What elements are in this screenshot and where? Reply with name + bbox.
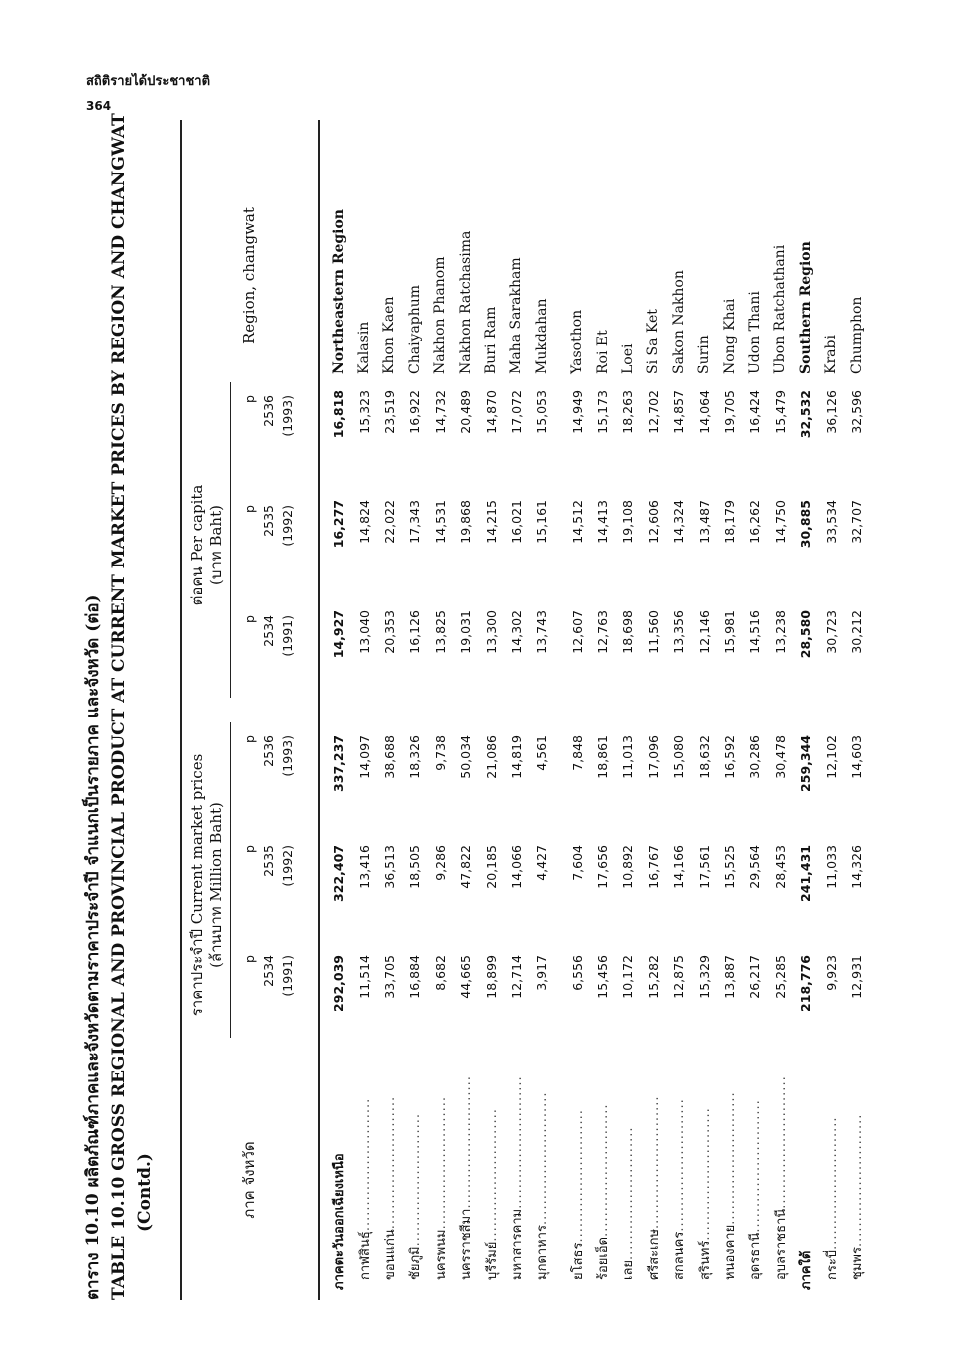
value-cell: 17,561 [696, 845, 712, 889]
row-label-thai-text: สกลนคร [672, 1231, 688, 1280]
leader-dots: .......................... [509, 1075, 525, 1209]
row-label-english: Surin [696, 335, 713, 374]
leader-dots: .......................... [621, 1126, 637, 1260]
row-label-thai-text: ขอนแก่น [382, 1229, 398, 1280]
value-cell: 47,822 [458, 845, 474, 889]
header-per-capita-line2: (บาท Baht) [207, 505, 225, 585]
value-cell: 18,632 [696, 735, 712, 779]
value-cell: 14,324 [671, 500, 687, 544]
row-label-english: Si Sa Ket [645, 309, 662, 374]
value-cell: 15,525 [722, 845, 738, 889]
leader-dots: .......................... [408, 1112, 424, 1247]
table-title-thai: ตาราง 10.10 ผลิตภัณฑ์ภาคและจังหวัดตามราคาประจำปี จำแนกเป็นรายภาค และจังหวัด (ต่อ) [83, 594, 103, 1300]
value-cell: 11,013 [620, 735, 636, 779]
value-cell: 16,818 [331, 390, 347, 439]
value-cell: 13,238 [772, 610, 788, 654]
value-cell: 337,237 [331, 735, 347, 792]
header-current-prices [188, 720, 226, 1050]
value-cell: 33,534 [823, 500, 839, 544]
header-col-4-year-ad: (1991) [280, 615, 295, 657]
value-cell: 4,561 [534, 735, 550, 771]
value-cell: 14,215 [483, 500, 499, 544]
leader-dots: .......................... [773, 1075, 789, 1209]
header-col-5 [240, 505, 297, 600]
row-label-thai [377, 1050, 402, 1300]
table-row [529, 120, 554, 1300]
header-col-4-flag: p [242, 615, 257, 623]
value-cell: 14,824 [356, 500, 372, 544]
leader-dots: .......................... [672, 1098, 688, 1232]
value-cell: 12,714 [508, 955, 524, 999]
value-cell: 3,917 [534, 955, 550, 991]
value-cell: 23,519 [381, 390, 397, 434]
leader-dots: .......................... [535, 1091, 551, 1225]
value-cell: 20,185 [483, 845, 499, 889]
value-cell: 14,857 [671, 390, 687, 434]
table-titles [80, 113, 158, 1300]
row-label-english: Yasothon [569, 309, 586, 374]
row-label-thai [326, 1050, 351, 1300]
row-label-thai-text: นครพนม [433, 1229, 449, 1280]
table-row [478, 120, 503, 1300]
leader-dots: .......................... [433, 1095, 449, 1230]
row-label-english: Chaiyaphum [406, 284, 423, 374]
value-cell: 13,040 [356, 610, 372, 654]
value-cell: 13,487 [696, 500, 712, 544]
value-cell: 13,416 [356, 845, 372, 889]
row-label-thai [453, 1050, 478, 1300]
table-row [844, 120, 869, 1300]
value-cell: 15,479 [772, 390, 788, 434]
leader-dots: .......................... [596, 1103, 612, 1237]
value-cell: 6,556 [569, 955, 585, 991]
row-label-thai [590, 1050, 615, 1300]
row-label-thai [666, 1050, 691, 1300]
value-cell: 16,021 [508, 500, 524, 544]
row-label-thai [478, 1050, 503, 1300]
value-cell: 12,146 [696, 610, 712, 654]
header-col-5-flag: p [242, 505, 257, 513]
value-cell: 16,262 [747, 500, 763, 544]
value-cell: 14,066 [508, 845, 524, 889]
table-row [351, 120, 376, 1300]
header-current-prices-line2: (ล้านบาท Million Baht) [207, 802, 225, 968]
value-cell: 17,072 [508, 390, 524, 434]
row-label-thai-text: อุดรธานี [748, 1232, 764, 1280]
value-cell: 11,514 [356, 955, 372, 999]
value-cell: 12,607 [569, 610, 585, 654]
header-col-1-flag: p [242, 955, 257, 963]
value-cell: 14,516 [747, 610, 763, 654]
value-cell: 13,743 [534, 610, 550, 654]
header-col-2-year-ad: (1992) [280, 845, 295, 887]
value-cell: 16,126 [407, 610, 423, 654]
value-cell: 18,179 [722, 500, 738, 544]
value-cell: 16,277 [331, 500, 347, 549]
value-cell: 8,682 [432, 955, 448, 991]
row-label-thai-text: กระบี่ [824, 1249, 840, 1280]
table-top-rule [180, 120, 182, 1300]
leader-dots: .......................... [357, 1097, 373, 1232]
row-label-english: Nong Khai [721, 298, 738, 374]
page-header [86, 70, 210, 113]
value-cell: 18,899 [483, 955, 499, 999]
value-cell: 36,513 [381, 845, 397, 889]
value-cell: 11,560 [645, 610, 661, 654]
value-cell: 10,892 [620, 845, 636, 889]
data-table-body [326, 120, 869, 1300]
value-cell: 15,282 [645, 955, 661, 999]
row-label-thai-text: หนองคาย [723, 1224, 739, 1280]
row-label-english: Sakon Nakhon [670, 270, 687, 374]
header-col-2-year-be: 2535 [261, 845, 276, 877]
row-label-english: Roi Et [594, 330, 611, 374]
header-col-1-year-ad: (1991) [280, 955, 295, 997]
table-row [565, 120, 590, 1300]
value-cell: 16,767 [645, 845, 661, 889]
value-cell: 16,592 [722, 735, 738, 779]
header-col-5-year-ad: (1992) [280, 505, 295, 547]
value-cell: 12,763 [595, 610, 611, 654]
table-row [641, 120, 666, 1300]
publication-title: สถิติรายได้ประชาชาติ [86, 74, 211, 89]
value-cell: 12,875 [671, 955, 687, 999]
row-label-english: Northeastern Region [330, 209, 347, 374]
leader-dots: .......................... [484, 1108, 500, 1242]
value-cell: 241,431 [798, 845, 814, 902]
table-row [504, 120, 529, 1300]
row-label-thai-text: อุบลราชธานี [773, 1208, 789, 1280]
value-cell: 15,080 [671, 735, 687, 779]
table-row [377, 120, 402, 1300]
value-cell: 33,705 [381, 955, 397, 999]
row-label-thai [844, 1050, 869, 1300]
value-cell: 14,870 [483, 390, 499, 434]
leader-dots: .......................... [697, 1107, 713, 1241]
value-cell: 38,688 [381, 735, 397, 779]
region-row [793, 120, 818, 1300]
table-row [691, 120, 716, 1300]
row-label-thai-text: ร้อยเอ็ด [596, 1236, 612, 1280]
rotated-table-page [80, 113, 910, 1300]
value-cell: 36,126 [823, 390, 839, 434]
value-cell: 9,286 [432, 845, 448, 881]
row-label-english: Nakhon Ratchasima [457, 230, 474, 374]
value-cell: 15,329 [696, 955, 712, 999]
row-label-thai [742, 1050, 767, 1300]
row-label-english: Mukdahan [533, 298, 550, 374]
value-cell: 12,702 [645, 390, 661, 434]
row-label-english: Loei [619, 343, 636, 374]
table-row [615, 120, 640, 1300]
row-label-english: Buri Ram [483, 306, 500, 374]
row-label-thai-text: ภาคตะวันออกเฉียงเหนือ [332, 1153, 348, 1290]
row-label-thai [691, 1050, 716, 1300]
value-cell: 26,217 [747, 955, 763, 999]
value-cell: 12,102 [823, 735, 839, 779]
row-label-english: Khon Kaen [381, 296, 398, 374]
header-region-thai: ภาค จังหวัด [240, 1141, 258, 1219]
row-label-english: Kalasin [356, 321, 373, 374]
value-cell: 14,512 [569, 500, 585, 544]
value-cell: 10,172 [620, 955, 636, 999]
row-label-thai [402, 1050, 427, 1300]
value-cell: 28,453 [772, 845, 788, 889]
row-label-thai [504, 1050, 529, 1300]
leader-dots: .......................... [570, 1109, 586, 1243]
value-cell: 44,665 [458, 955, 474, 999]
header-col-1 [240, 955, 297, 1050]
value-cell: 15,456 [595, 955, 611, 999]
table-row [590, 120, 615, 1300]
value-cell: 30,723 [823, 610, 839, 654]
row-label-thai-text: ชุมพร [850, 1247, 865, 1280]
header-region-english: Region, changwat [240, 207, 258, 344]
value-cell: 218,776 [798, 955, 814, 1012]
row-label-thai-text: เลย [621, 1259, 637, 1280]
value-cell: 18,326 [407, 735, 423, 779]
value-cell: 20,489 [458, 390, 474, 434]
value-cell: 7,604 [569, 845, 585, 881]
row-label-english: Maha Sarakham [508, 257, 525, 374]
row-label-thai [768, 1050, 793, 1300]
header-per-capita-rule [230, 382, 231, 698]
value-cell: 21,086 [483, 735, 499, 779]
row-label-thai-text: สุรินทร์ [697, 1240, 713, 1280]
table-row [768, 120, 793, 1300]
value-cell: 15,173 [595, 390, 611, 434]
value-cell: 18,263 [620, 390, 636, 434]
value-cell: 14,531 [432, 500, 448, 544]
leader-dots: .......................... [382, 1095, 398, 1230]
row-label-thai-text: ยโสธร [570, 1242, 586, 1280]
header-current-prices-line1: ราคาประจำปี Current market prices [188, 753, 206, 1017]
header-col-6-year-be: 2536 [261, 395, 276, 427]
header-col-5-year-be: 2535 [261, 505, 276, 537]
leader-dots: .......................... [824, 1116, 840, 1250]
header-col-3-year-ad: (1993) [280, 735, 295, 777]
value-cell: 13,300 [483, 610, 499, 654]
value-cell: 19,031 [458, 610, 474, 654]
value-cell: 19,868 [458, 500, 474, 544]
table-row [717, 120, 742, 1300]
value-cell: 17,343 [407, 500, 423, 544]
value-cell: 14,166 [671, 845, 687, 889]
row-label-thai-text: ชัยภูมิ [408, 1246, 424, 1280]
table-row [428, 120, 453, 1300]
value-cell: 16,424 [747, 390, 763, 434]
value-cell: 30,286 [747, 735, 763, 779]
header-col-6-year-ad: (1993) [280, 395, 295, 437]
row-label-thai [565, 1050, 590, 1300]
row-label-thai-text: มุกดาหาร [535, 1224, 551, 1280]
value-cell: 4,427 [534, 845, 550, 881]
row-label-english: Nakhon Phanom [432, 256, 449, 374]
value-cell: 14,927 [331, 610, 347, 659]
header-col-6-flag: p [242, 395, 257, 403]
value-cell: 13,825 [432, 610, 448, 654]
row-label-thai-text: ศรีสะเกษ [646, 1228, 662, 1280]
value-cell: 13,356 [671, 610, 687, 654]
value-cell: 9,738 [432, 735, 448, 771]
spacer-cell [555, 120, 565, 1300]
header-col-2-flag: p [242, 845, 257, 853]
value-cell: 15,323 [356, 390, 372, 434]
table-row [818, 120, 843, 1300]
value-cell: 14,097 [356, 735, 372, 779]
value-cell: 14,750 [772, 500, 788, 544]
value-cell: 30,212 [849, 610, 864, 654]
value-cell: 14,819 [508, 735, 524, 779]
value-cell: 322,407 [331, 845, 347, 902]
header-col-6 [240, 395, 297, 490]
table-row [453, 120, 478, 1300]
table-title-english: TABLE 10.10 GROSS REGIONAL AND PROVINCIAL PRODUCT AT CURRENT MARKET PRICES BY REGION AND CHANGWAT [109, 113, 129, 1300]
header-col-3-year-be: 2536 [261, 735, 276, 767]
value-cell: 7,848 [569, 735, 585, 771]
row-label-english: Ubon Ratchathani [772, 244, 789, 374]
value-cell: 11,033 [823, 845, 839, 889]
value-cell: 28,580 [798, 610, 814, 659]
value-cell: 15,161 [534, 500, 550, 544]
row-label-thai [793, 1050, 818, 1300]
table-row [742, 120, 767, 1300]
data-table [326, 120, 869, 1300]
value-cell: 15,053 [534, 390, 550, 434]
page-number: 364 [86, 99, 112, 113]
row-label-english: Udon Thani [746, 291, 763, 374]
table-title-contd: (Contd.) [135, 1153, 155, 1232]
value-cell: 14,326 [849, 845, 864, 889]
table-spacer-row [555, 120, 565, 1300]
table-row [402, 120, 427, 1300]
value-cell: 20,353 [381, 610, 397, 654]
row-label-thai-text: มหาสารคาม [509, 1208, 525, 1280]
value-cell: 14,302 [508, 610, 524, 654]
value-cell: 30,478 [772, 735, 788, 779]
header-per-capita [188, 380, 226, 710]
value-cell: 9,923 [823, 955, 839, 991]
value-cell: 17,656 [595, 845, 611, 889]
row-label-thai-text: บุรีรัมย์ [484, 1241, 500, 1280]
header-col-4-year-be: 2534 [261, 615, 276, 647]
value-cell: 32,596 [849, 390, 864, 434]
value-cell: 259,344 [798, 735, 814, 792]
value-cell: 14,413 [595, 500, 611, 544]
leader-dots: .......................... [646, 1095, 662, 1229]
leader-dots: .......................... [723, 1091, 739, 1225]
header-col-3 [240, 735, 297, 830]
row-label-english: Southern Region [797, 241, 814, 374]
value-cell: 18,505 [407, 845, 423, 889]
header-col-4 [240, 615, 297, 710]
value-cell: 19,108 [620, 500, 636, 544]
header-per-capita-line1: ต่อคน Per capita [188, 484, 206, 606]
row-label-thai [351, 1050, 376, 1300]
region-row [326, 120, 351, 1300]
value-cell: 14,064 [696, 390, 712, 434]
table-header-rule [318, 120, 320, 1300]
value-cell: 30,885 [798, 500, 814, 549]
row-label-thai [641, 1050, 666, 1300]
row-label-thai [717, 1050, 742, 1300]
value-cell: 32,532 [798, 390, 814, 439]
value-cell: 19,705 [722, 390, 738, 434]
leader-dots: .......................... [748, 1099, 764, 1233]
row-label-english: Chumphon [848, 296, 865, 374]
table-row [666, 120, 691, 1300]
value-cell: 14,949 [569, 390, 585, 434]
header-col-3-flag: p [242, 735, 257, 743]
value-cell: 12,606 [645, 500, 661, 544]
value-cell: 12,931 [849, 955, 864, 999]
value-cell: 15,981 [722, 610, 738, 654]
value-cell: 22,022 [381, 500, 397, 544]
value-cell: 14,732 [432, 390, 448, 434]
header-col-1-year-be: 2534 [261, 955, 276, 987]
header-current-prices-rule [230, 722, 231, 1038]
row-label-thai [428, 1050, 453, 1300]
leader-dots: .......................... [459, 1075, 475, 1209]
value-cell: 14,603 [849, 735, 864, 779]
value-cell: 292,039 [331, 955, 347, 1012]
value-cell: 13,887 [722, 955, 738, 999]
leader-dots: .......................... [850, 1113, 865, 1248]
value-cell: 32,707 [849, 500, 864, 544]
value-cell: 50,034 [458, 735, 474, 779]
row-label-thai [529, 1050, 554, 1300]
value-cell: 16,884 [407, 955, 423, 999]
value-cell: 29,564 [747, 845, 763, 889]
value-cell: 16,922 [407, 390, 423, 434]
header-col-2 [240, 845, 297, 940]
row-label-thai [615, 1050, 640, 1300]
value-cell: 18,861 [595, 735, 611, 779]
row-label-thai-text: นครราชสีมา [459, 1208, 475, 1280]
row-label-thai-text: ภาคใต้ [799, 1250, 815, 1290]
row-label-thai [818, 1050, 843, 1300]
row-label-english: Krabi [823, 335, 840, 374]
value-cell: 17,096 [645, 735, 661, 779]
value-cell: 18,698 [620, 610, 636, 654]
value-cell: 25,285 [772, 955, 788, 999]
row-label-thai-text: กาฬสินธุ์ [357, 1231, 373, 1280]
